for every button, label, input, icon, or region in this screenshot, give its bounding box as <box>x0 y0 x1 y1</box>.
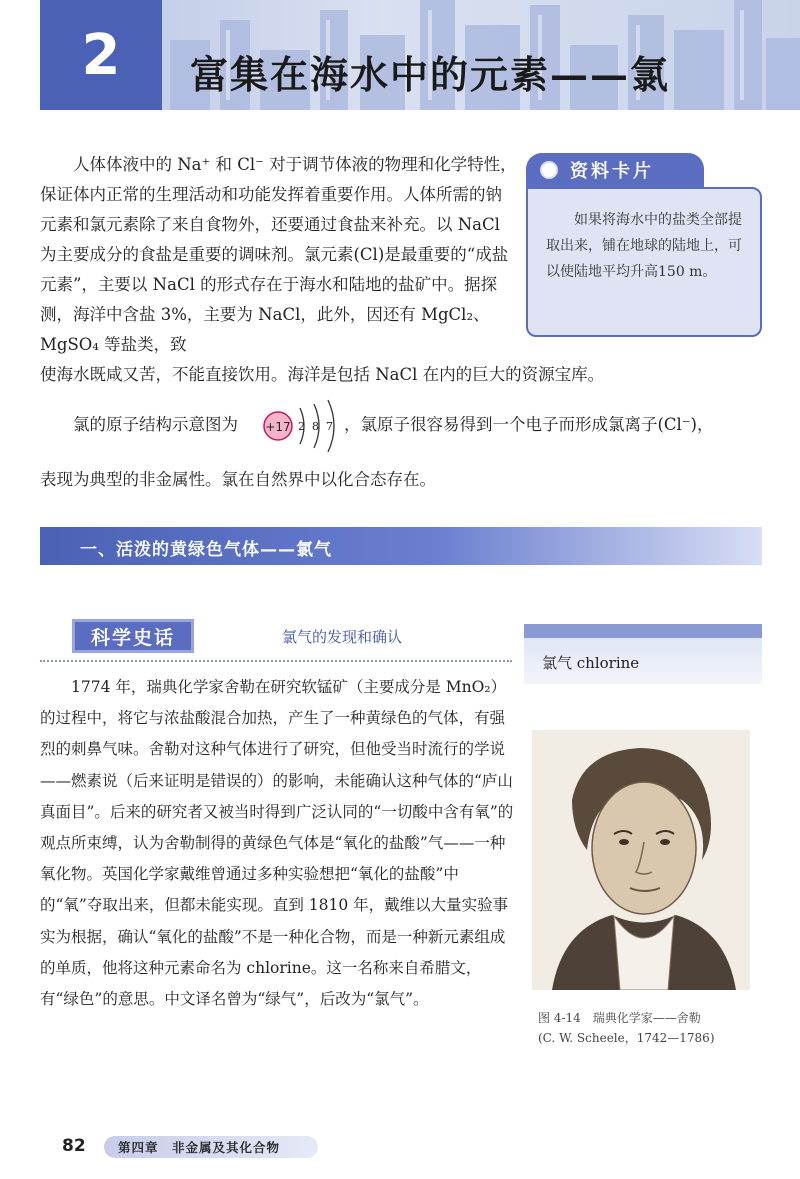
science-history-tag <box>72 619 194 653</box>
info-card-body: 如果将海水中的盐类全部提取出来，铺在地球的陆地上，可以使陆地平均升高150 m。 <box>526 187 762 337</box>
atom-shell-2: 8 <box>312 420 319 433</box>
info-card-title: 资料卡片 <box>570 161 654 182</box>
info-card-tab <box>526 153 704 187</box>
intro-paragraph: 人体体液中的 Na⁺ 和 Cl⁻ 对于调节体液的物理和化学特性，保证体内正常的生理活动和功能发挥着重要作用。人体所需的钠元素和氯元素除了来自食物外，还要通过食盐来补充。以 NaCl 为主要成分的食盐是重要的调味剂。氯元素(Cl)是最重要的“成盐元素”，主要以 NaCl 的形式存在于海水和陆地的盐矿中。据探测，海洋中含盐 3%，主要为 NaCl，此外，因还有 MgCl₂、MgSO₄ 等盐类，致 <box>40 155 517 354</box>
chapter-footer-label: 第四章 非金属及其化合物 <box>118 1140 281 1155</box>
atom-sentence-middle: ，氯原子很容易得到一个电子而形成氯离子(Cl⁻)， <box>344 415 714 434</box>
atom-sentence-end: 表现为典型的非金属性。氯在自然界中以化合态存在。 <box>40 470 436 489</box>
figure-caption <box>538 1008 766 1048</box>
page-title: 富集在海水中的元素——氯 <box>190 52 671 97</box>
atom-nucleus-label: +17 <box>265 420 291 434</box>
science-history-label: 科学史话 <box>90 626 175 649</box>
figure-caption-line-2: (C. W. Scheele，1742—1786) <box>538 1031 715 1045</box>
chapter-number-box <box>40 0 162 110</box>
scheele-portrait-image <box>532 730 750 990</box>
atom-shell-3: 7 <box>326 420 333 433</box>
vocab-box-header <box>524 624 762 638</box>
vocab-box: 氯气 chlorine <box>524 638 762 684</box>
page-number: 82 <box>62 1136 86 1156</box>
dotted-divider <box>40 660 512 662</box>
intro-paragraph-end: 使海水既咸又苦，不能直接饮用。海洋是包括 NaCl 在内的巨大的资源宝库。 <box>40 365 605 384</box>
chapter-footer-pill <box>104 1136 318 1158</box>
figure-caption-line-1: 图 4-14 瑞典化学家——舍勒 <box>538 1011 701 1025</box>
atom-sentence-start: 氯的原子结构示意图为 <box>73 415 238 434</box>
chlorine-atom-diagram <box>262 396 342 452</box>
atom-shell-1: 2 <box>298 420 305 433</box>
science-history-subtitle: 氯气的发现和确认 <box>282 628 403 646</box>
chapter-number: 2 <box>81 22 121 88</box>
science-history-text: 1774 年，瑞典化学家舍勒在研究软锰矿（主要成分是 MnO₂）的过程中，将它与浓盐酸混合加热，产生了一种黄绿色的气体，有强烈的刺鼻气味。舍勒对这种气体进行了研究，但他受当时流行的学说——燃素说（后来证明是错误的）的影响，未能确认这种气体的“庐山真面目”。后来的研究者又被当时得到广泛认同的“一切酸中含有氧”的观点所束缚，认为舍勒制得的黄绿色气体是“氧化的盐酸”气——一种氧化物。英国化学家戴维曾通过多种实验想把“氧化的盐酸”中的“氧”夺取出来，但都未能实现。直到 1810 年，戴维以大量实验事实为根据，确认“氧化的盐酸”不是一种化合物，而是一种新元素组成的单质，他将这种元素命名为 chlorine。这一名称来自希腊文，有“绿色”的意思。中文译名曾为“绿气”，后改为“氯气”。 <box>40 678 514 1009</box>
bullet-icon <box>540 161 558 179</box>
section-title: 一、活泼的黄绿色气体——氯气 <box>80 540 332 560</box>
